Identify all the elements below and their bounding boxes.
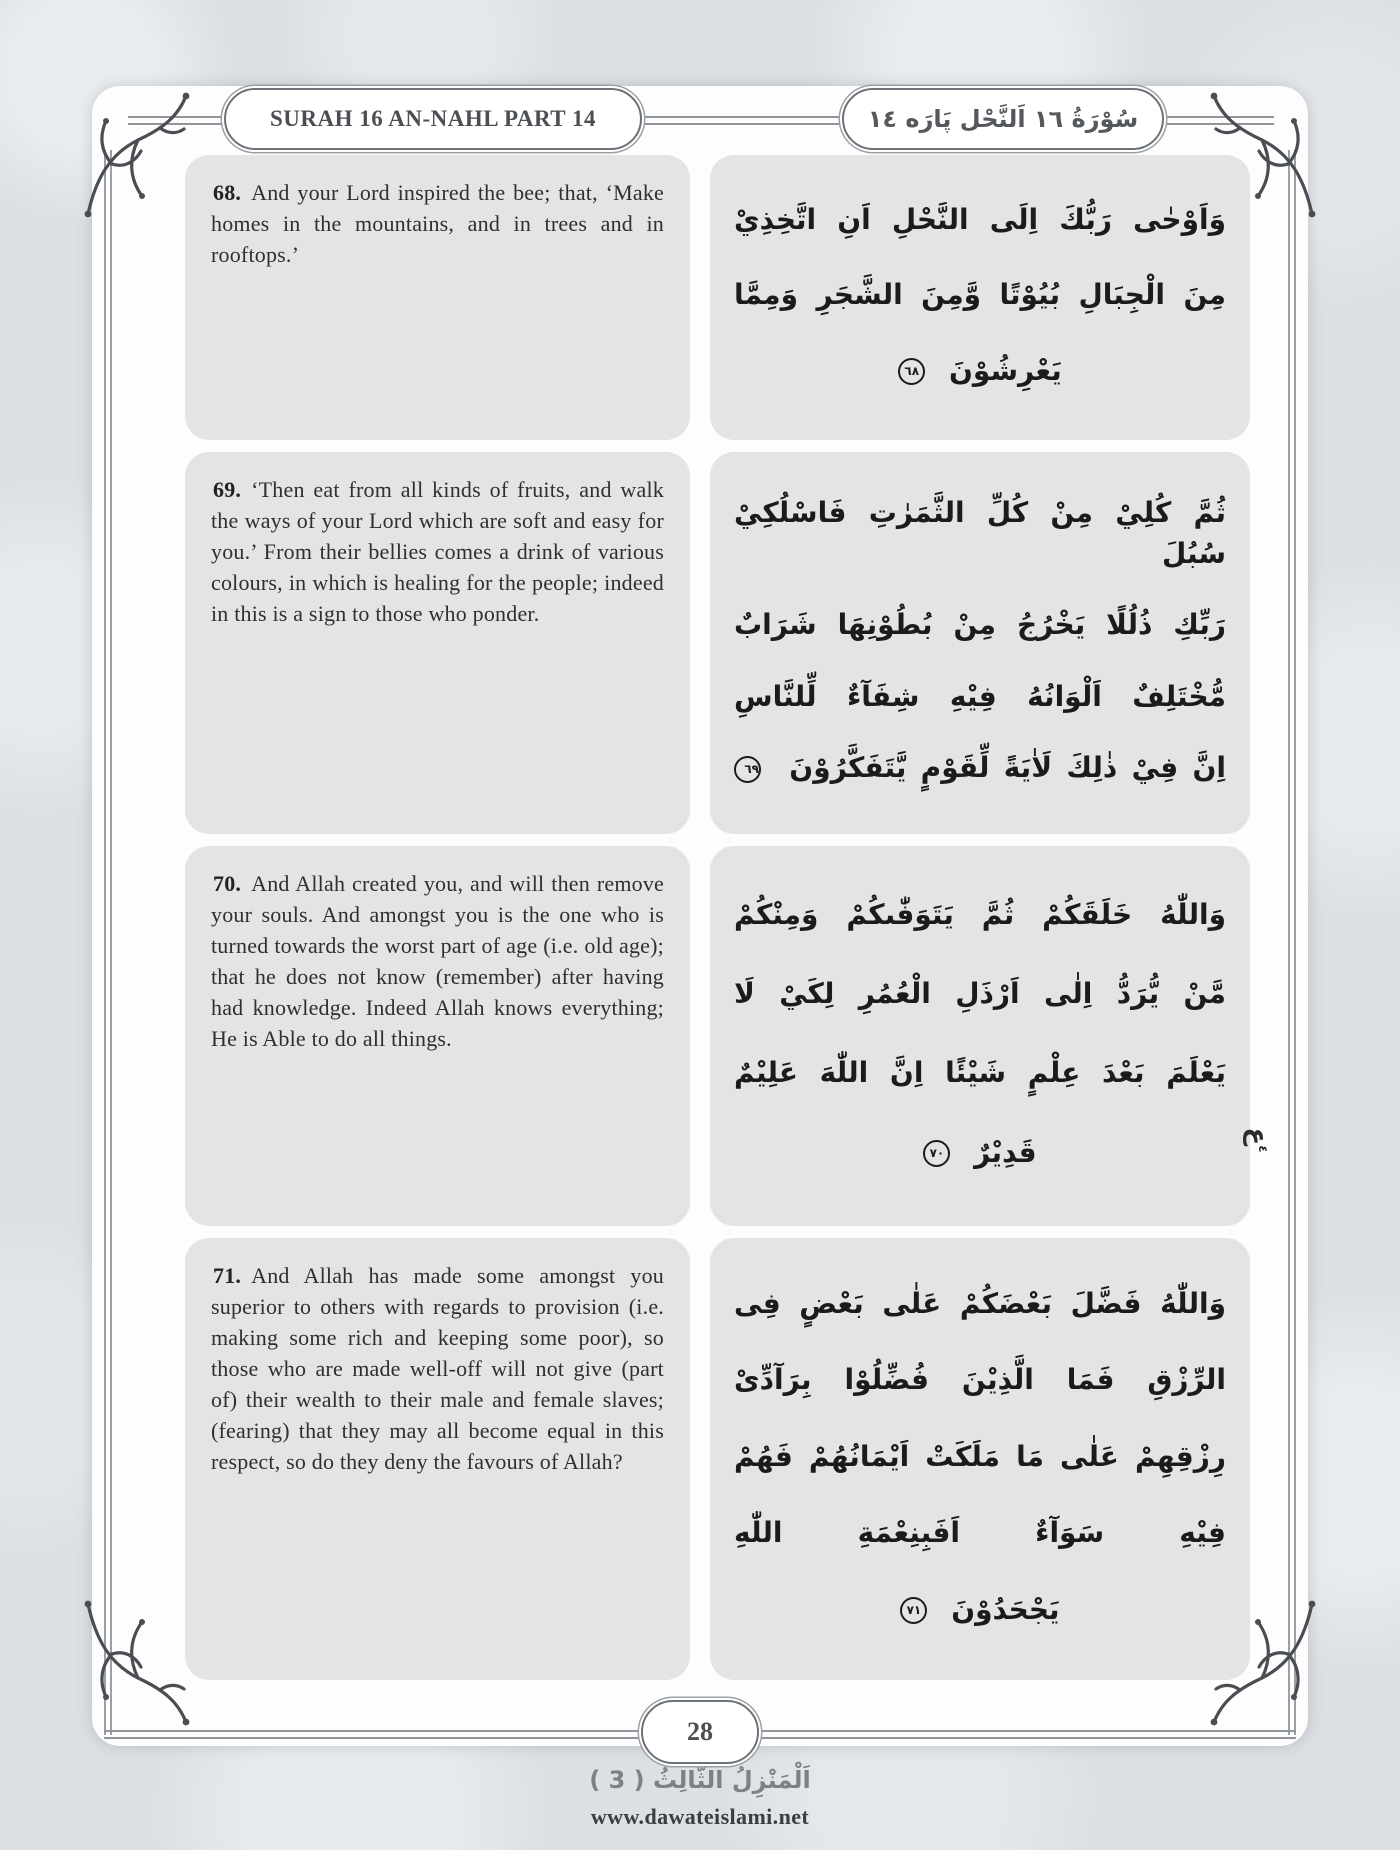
ayah-end-marker: ٦٩ [734, 756, 761, 783]
arabic-line: فِيْهِ سَوَآءٌ اَفَبِنِعْمَةِ اللّٰهِ [734, 1516, 1226, 1550]
arabic-line: يَعْلَمَ بَعْدَ عِلْمٍ شَيْئًا اِنَّ اللّٰهَ عَلِيْمٌ [734, 1056, 1226, 1090]
arabic-line [734, 1590, 1226, 1631]
verse-68-english-panel [185, 155, 690, 440]
verse-70-arabic-panel [710, 846, 1250, 1226]
arabic-line [734, 748, 1226, 789]
verse-68-translation [211, 177, 664, 270]
corner-ornament-top-left-icon [76, 90, 206, 220]
arabic-line: ثُمَّ كُلِيْ مِنْ كُلِّ الثَّمَرٰتِ فَاسْلُكِيْ سُبُلَ [734, 496, 1226, 570]
surah-title-banner-arabic [842, 88, 1164, 150]
arabic-line: مُّخْتَلِفٌ اَلْوَانُهُ فِيْهِ شِفَآءٌ لِّلنَّاسِ [734, 679, 1226, 713]
surah-title-arabic: سُوْرَةُ ١٦ اَلنَّحْل پَارَه ١٤ [867, 105, 1139, 133]
verse-number: 70. [213, 871, 242, 896]
verse-69-translation [211, 474, 664, 629]
ayah-end-marker: ٧٠ [923, 1140, 950, 1167]
surah-title-banner-english [224, 88, 642, 150]
surah-title-english: SURAH 16 AN-NAHL PART 14 [270, 106, 596, 131]
verse-number: 71. [213, 1263, 242, 1288]
verse-number: 68. [213, 180, 242, 205]
arabic-line: مَّنْ يُّرَدُّ اِلٰى اَرْذَلِ الْعُمُرِ لِكَيْ لَا [734, 977, 1226, 1011]
verse-70-english-panel [185, 846, 690, 1226]
verse-number: 69. [213, 477, 242, 502]
arabic-line-text: يَجْحَدُوْنَ [951, 1592, 1060, 1626]
arabic-line [734, 351, 1226, 392]
corner-ornament-bottom-right-icon [1194, 1598, 1324, 1728]
corner-ornament-bottom-left-icon [76, 1598, 206, 1728]
verse-68-arabic-panel [710, 155, 1250, 440]
website-text: www.dawateislami.net [590, 1804, 810, 1829]
verse-row-70 [0, 846, 1400, 1226]
verse-translation-text: ‘Then eat from all kinds of fruits, and walk the ways of your Lord which are soft and easy for you.’ From their bellies comes a drink of various colours, in which is healing for the people; indeed in this is a sign to those who ponder. [211, 477, 664, 626]
arabic-line-text: اِنَّ فِيْ ذٰلِكَ لَاٰيَةً لِّقَوْمٍ يَّتَفَكَّرُوْنَ [789, 751, 1227, 785]
arabic-line: وَاللّٰهُ خَلَقَكُمْ ثُمَّ يَتَوَفّٰىكُمْ وَمِنْكُمْ [734, 897, 1226, 931]
verse-translation-text: And Allah created you, and will then remove your souls. And amongst you is the one who is turned towards the worst part of age (i.e. old age); that he does not know (remember) after having had knowledge. Indeed Allah knows everything; He is Able to do all things. [211, 871, 664, 1051]
arabic-line: رِزْقِهِمْ عَلٰى مَا مَلَكَتْ اَيْمَانُهُمْ فَهُمْ [734, 1439, 1226, 1473]
ruku-margin-marker: $^٤$ع [1242, 1127, 1273, 1153]
arabic-line: مِنَ الْجِبَالِ بُيُوْتًا وَّمِنَ الشَّجَرِ وَمِمَّا [734, 278, 1226, 312]
page-number-pill [641, 1700, 759, 1764]
verse-71-translation [211, 1260, 664, 1477]
verse-row-71 [0, 1238, 1400, 1680]
verse-translation-text: And your Lord inspired the bee; that, ‘Make homes in the mountains, and in trees and in rooftops.’ [211, 180, 664, 267]
arabic-line-text: قَدِيْرٌ [974, 1135, 1037, 1169]
verse-70-translation [211, 868, 664, 1054]
verse-71-arabic-panel [710, 1238, 1250, 1680]
manzil-caption: اَلْمَنْزِلُ الثَّالِثُ ( 3 ) [589, 1766, 811, 1794]
ayah-end-marker: ٧١ [900, 1597, 927, 1624]
verse-row-69 [0, 452, 1400, 834]
verse-row-68 [0, 155, 1400, 440]
arabic-line-text: يَعْرِشُوْنَ [949, 353, 1062, 387]
page-number: 28 [687, 1717, 713, 1746]
verse-71-english-panel [185, 1238, 690, 1680]
arabic-line: وَاللّٰهُ فَضَّلَ بَعْضَكُمْ عَلٰى بَعْضٍ فِى [734, 1286, 1226, 1320]
arabic-line [734, 1133, 1226, 1174]
arabic-line: الرِّزْقِ فَمَا الَّذِيْنَ فُضِّلُوْا بِرَآدِّىْ [734, 1363, 1226, 1397]
verse-69-english-panel [185, 452, 690, 834]
arabic-line: وَاَوْحٰى رَبُّكَ اِلَى النَّحْلِ اَنِ اتَّخِذِيْ [734, 202, 1226, 236]
corner-ornament-top-right-icon [1194, 90, 1324, 220]
verse-69-arabic-panel [710, 452, 1250, 834]
verse-translation-text: And Allah has made some amongst you superior to others with regards to provision (i.e. making some rich and keeping some poor), so those who are made well-off will not give (part of) their wealth to their male and female slaves; (fearing) that they may all become equal in this respect, so do they deny the favours of Allah? [211, 1263, 664, 1474]
arabic-line: رَبِّكِ ذُلُلًا يَخْرُجُ مِنْ بُطُوْنِهَا شَرَابٌ [734, 608, 1226, 642]
ayah-end-marker: ٦٨ [898, 358, 925, 385]
